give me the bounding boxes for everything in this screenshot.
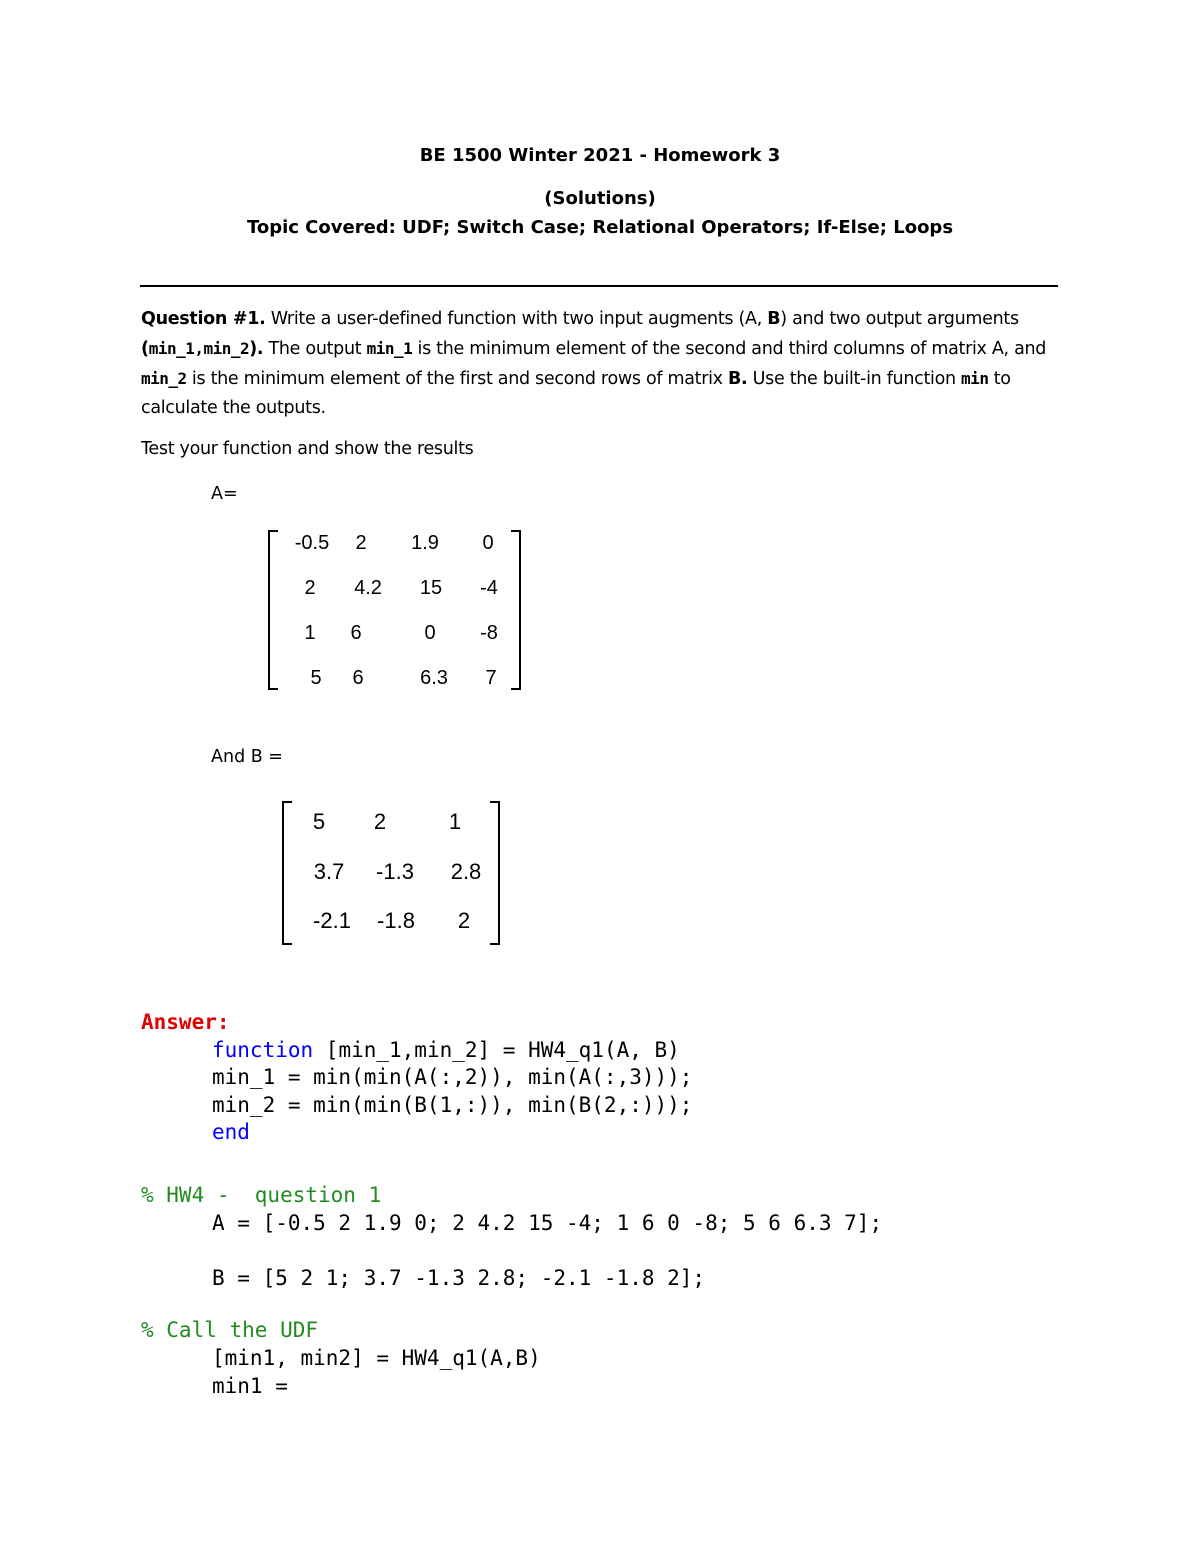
topics-line: Topic Covered: UDF; Switch Case; Relational Operators; If-Else; Loops <box>246 217 954 238</box>
matrix-a-cell: 1.9 <box>411 532 439 554</box>
matrix-b-cell: -2.1 <box>313 908 351 933</box>
matrix-a-cell: 1 <box>304 622 316 644</box>
matrix-a-cell: 2 <box>355 532 367 554</box>
matrix-a-cell: 6 <box>350 622 362 644</box>
code-line: min1 = <box>212 1374 288 1398</box>
document-title: BE 1500 Winter 2021 - Homework 3 <box>419 145 781 166</box>
matrix-b-cell: -1.3 <box>376 859 414 884</box>
matrix-a-cell: -8 <box>480 622 498 644</box>
matrix-b-cell: 2.8 <box>450 859 482 884</box>
code-line: min_1 = min(min(A(:,2)), min(A(:,3))); <box>212 1065 693 1089</box>
matrix-b-cell: 5 <box>312 809 326 834</box>
keyword-end: end <box>212 1120 250 1144</box>
left-bracket <box>268 530 278 690</box>
matrix-a-cell: 6 <box>352 667 364 689</box>
matrix-a-cell: 4.2 <box>354 577 382 599</box>
horizontal-divider <box>140 285 1058 287</box>
matrix-a-cell: 0 <box>424 622 436 644</box>
matrix-a-cell: 6.3 <box>420 667 448 689</box>
document-subtitle: (Solutions) <box>544 188 656 209</box>
code-line: min_2 = min(min(B(1,:)), min(B(2,:))); <box>212 1093 693 1117</box>
test-instruction: Test your function and show the results <box>141 439 474 459</box>
code-line: [min1, min2] = HW4_q1(A,B) <box>212 1346 541 1370</box>
matrix-a-cell: 5 <box>310 667 322 689</box>
matrix-a-cell: -4 <box>480 577 498 599</box>
code-function-line: function [min_1,min_2] = HW4_q1(A, B) <box>212 1038 680 1062</box>
code-line: B = [5 2 1; 3.7 -1.3 2.8; -2.1 -1.8 2]; <box>212 1266 706 1290</box>
question-paragraph: Question #1. Write a user-defined function with two input augments (A, B) and two output arguments (min_1,min_2). The output min_1 is the minimum element of the second and third columns of matrix A, and min_2 is the minimum element of the first and second rows of matrix B. Use the built-in function min to calculate the outputs. <box>141 309 1047 418</box>
matrix-b-cell: 2 <box>373 809 387 834</box>
matrix-b-label: And B = <box>211 747 283 767</box>
keyword-function: function <box>212 1038 314 1062</box>
matrix-b-cell: 3.7 <box>313 859 345 884</box>
matrix-b-cell: -1.8 <box>377 908 415 933</box>
matrix-b-cell: 2 <box>457 908 471 933</box>
code-comment: % Call the UDF <box>141 1318 319 1342</box>
question-label: Question #1. <box>141 309 266 329</box>
matrix-a-cell: 7 <box>485 667 497 689</box>
matrix-a-cell: 15 <box>419 577 443 599</box>
answer-label: Answer: <box>141 1010 230 1034</box>
matrix-a-cell: 0 <box>482 532 494 554</box>
matrix-a-label: A= <box>211 484 238 504</box>
code-line: A = [-0.5 2 1.9 0; 2 4.2 15 -4; 1 6 0 -8; 5 6 6.3 7]; <box>212 1211 883 1235</box>
code-comment: % HW4 - question 1 <box>141 1183 382 1207</box>
matrix-b-cell: 1 <box>448 809 462 834</box>
matrix-a-cell: 2 <box>304 577 316 599</box>
matrix-a-cell: -0.5 <box>294 532 330 554</box>
